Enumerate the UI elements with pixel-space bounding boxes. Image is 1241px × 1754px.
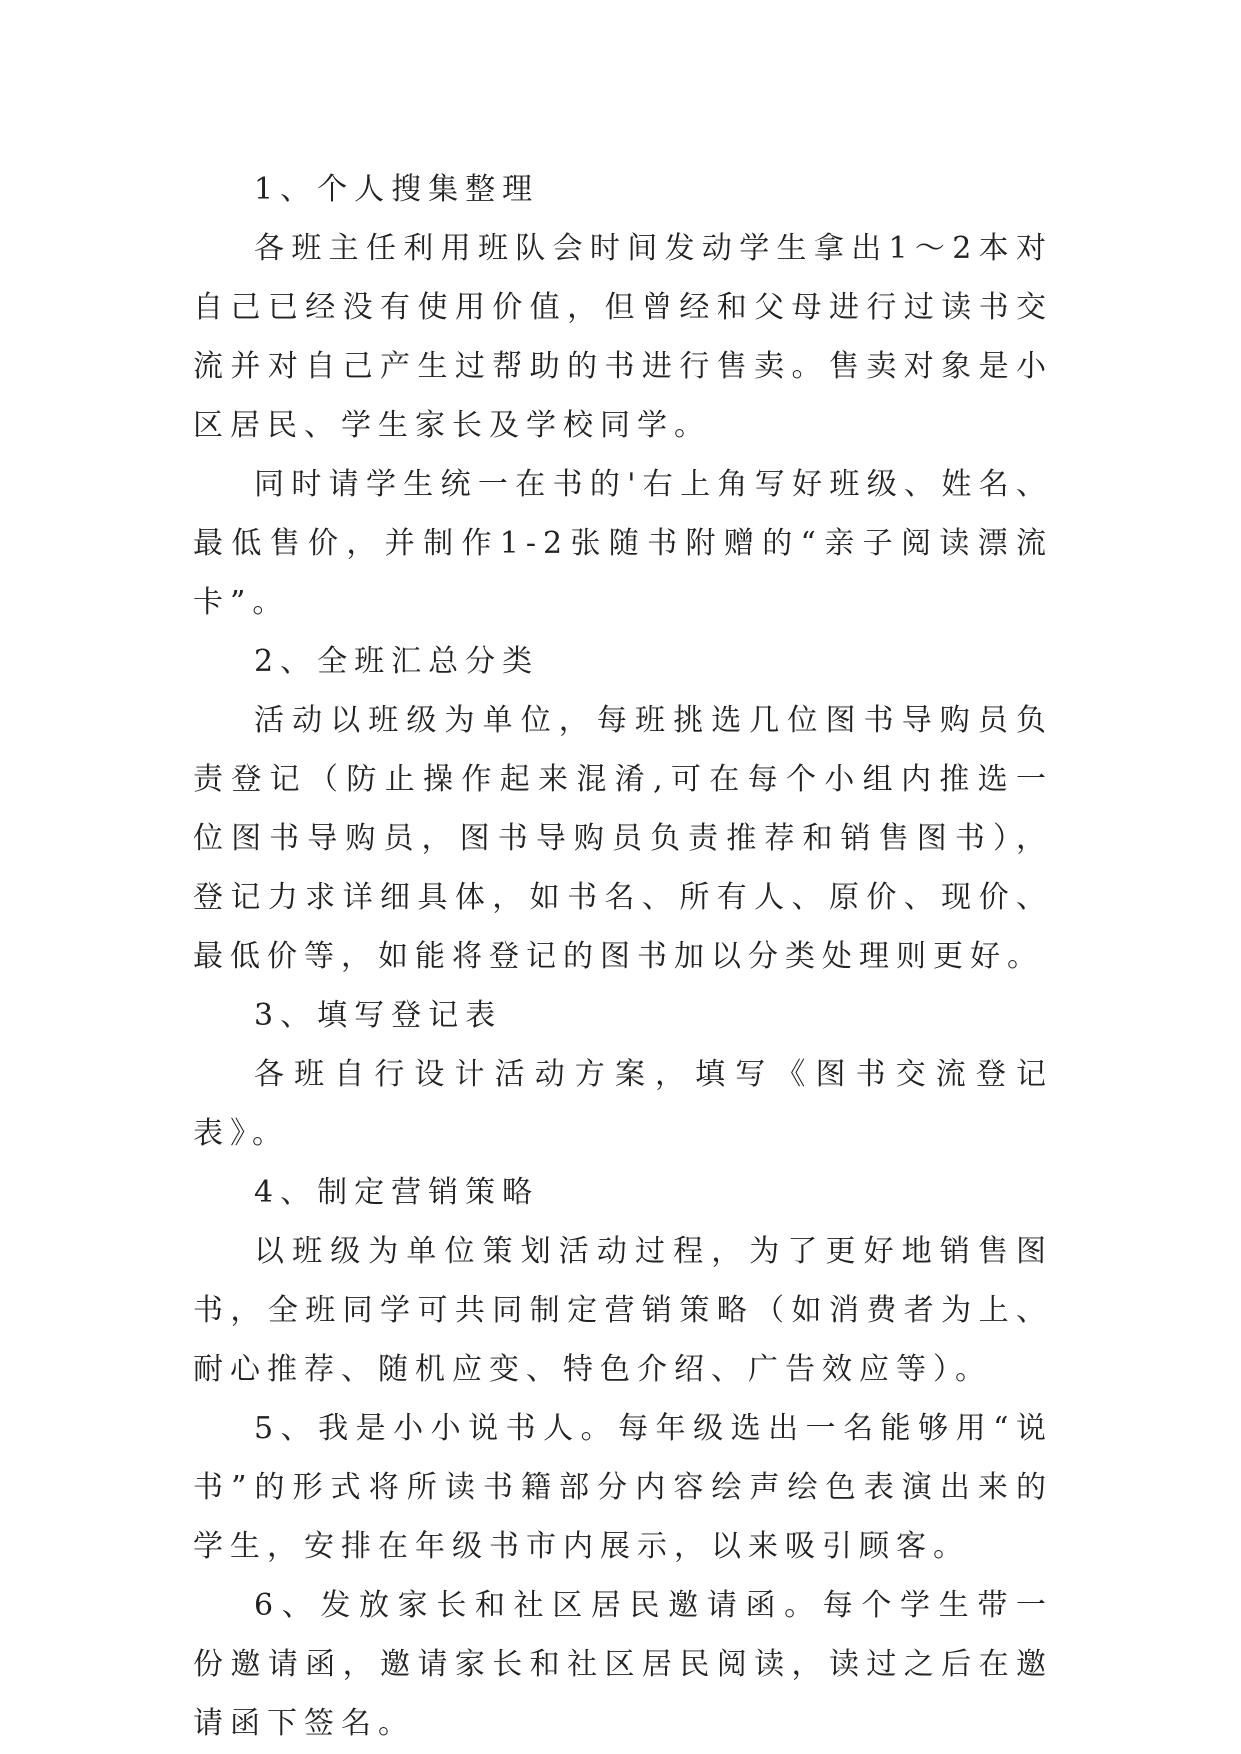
paragraph-registration-form: 各班自行设计活动方案，填写《图书交流登记表》。 bbox=[193, 1057, 1053, 1151]
document-body bbox=[193, 160, 1053, 1753]
section-heading-2: 2、全班汇总分类 bbox=[254, 644, 540, 679]
paragraph-book-labeling: 同时请学生统一在书的'右上角写好班级、姓名、最低售价，并制作1-2张随书附赠的“亲子阅读漂流卡”。 bbox=[193, 467, 1053, 620]
paragraph-marketing-strategy: 以班级为单位策划活动过程，为了更好地销售图书，全班同学可共同制定营销策略（如消费者为上、耐心推荐、随机应变、特色介绍、广告效应等）。 bbox=[193, 1234, 1053, 1387]
paragraph-book-collection: 各班主任利用班队会时间发动学生拿出1～2本对自己已经没有使用价值，但曾经和父母进行过读书交流并对自己产生过帮助的书进行售卖。售卖对象是小区居民、学生家长及学校同学。 bbox=[193, 231, 1053, 443]
paragraph-storyteller: 5、我是小小说书人。每年级选出一名能够用“说书”的形式将所读书籍部分内容绘声绘色表演出来的学生，安排在年级书市内展示，以来吸引顾客。 bbox=[193, 1411, 1053, 1564]
section-heading-3: 3、填写登记表 bbox=[254, 998, 503, 1033]
section-heading-4: 4、制定营销策略 bbox=[254, 1175, 540, 1210]
paragraph-invitation: 6、发放家长和社区居民邀请函。每个学生带一份邀请函，邀请家长和社区居民阅读，读过之后在邀请函下签名。 bbox=[193, 1588, 1053, 1741]
paragraph-class-classification: 活动以班级为单位，每班挑选几位图书导购员负责登记（防止操作起来混淆,可在每个小组内推选一位图书导购员，图书导购员负责推荐和销售图书），登记力求详细具体，如书名、所有人、原价、现价、最低价等，如能将登记的图书加以分类处理则更好。 bbox=[193, 703, 1053, 974]
section-heading-1: 1、个人搜集整理 bbox=[254, 172, 540, 207]
